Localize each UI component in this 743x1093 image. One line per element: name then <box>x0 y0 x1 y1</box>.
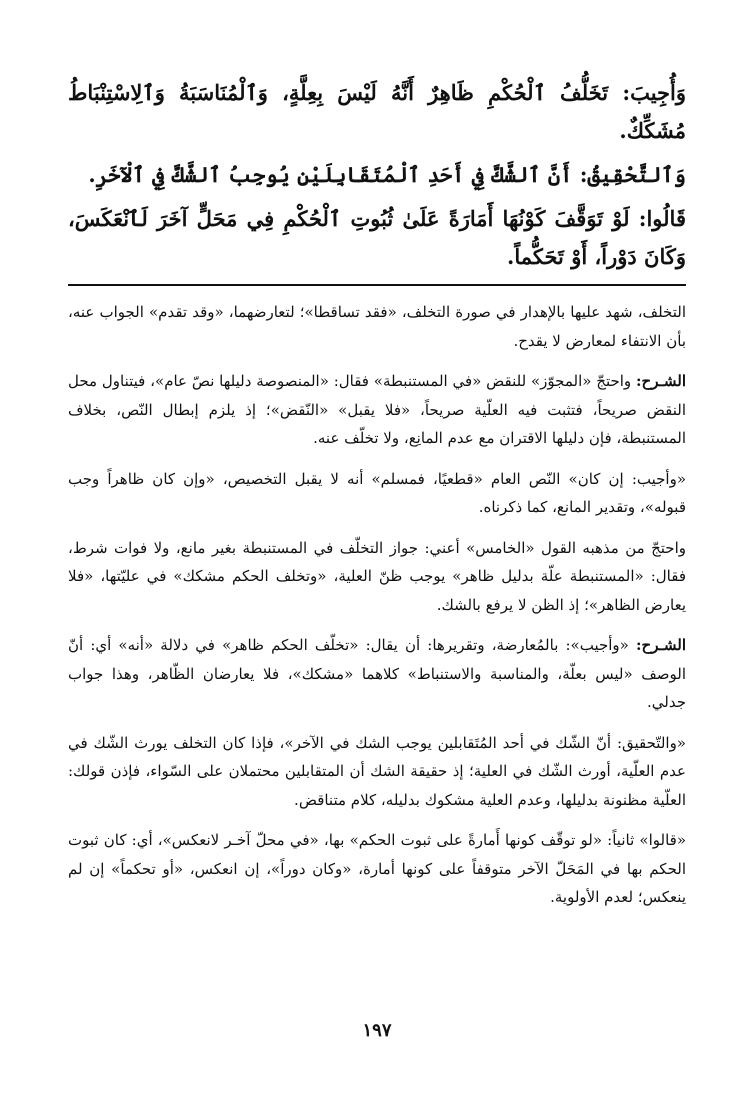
matn-paragraph: وَٱلتَّحْقِيقُ: أَنَّ ٱلشَّكَّ فِي أَحَدِ ٱلْمُتَقَابِلَيْنِ يُوجِبُ ٱلشَّكَّ فِي ٱلْآخَرِ. <box>88 162 686 187</box>
sharh-paragraph <box>68 465 686 522</box>
sharh-lead: الشـرح: <box>635 636 686 654</box>
sharh-paragraph <box>68 298 686 355</box>
sharh-lead: الشـرح: <box>635 372 686 390</box>
matn-section <box>68 74 686 282</box>
sharh-text: واحتجّ «المجوّز» للنقض «في المستنبطة» فقال: «المنصوصة دليلها نصّ عام»، فيتناول محل النقض صريحاً، فتثبت فيه العلّية صريحاً، «فلا يقبل» «النّقض»؛ إذ يلزم إبطال النّص، بخلاف المستنبطة، فإن دليلها الاقتران مع عدم المانِع، ولا تخلّف عنه. <box>68 372 686 447</box>
sharh-text: «قالوا» ثانياً: «لو توقّف كونها أَمارةً على ثبوت الحكم» بها، «في محلّ آخـر لانعكس»، أي: كان ثبوت الحكم بها في المَحَلّ الآخر متوقفاً على كونها أمارة، «وكان دوراً»، إن انعكس، «أو تحكماً» إن لم ينعكس؛ لعدم الأولوية. <box>68 831 686 906</box>
sharh-text: التخلف، شهد عليها بالإهدار في صورة التخلف، «فقد تساقطا»؛ لتعارضهما، «وقد تقدم» الجواب عنه، بأن الانتفاء لمعارض لا يقدح. <box>68 303 686 350</box>
section-divider <box>68 284 686 286</box>
sharh-paragraph <box>68 534 686 620</box>
sharh-paragraph <box>68 631 686 717</box>
page-number: ١٩٧ <box>362 1020 392 1041</box>
sharh-text: «والتّحقيق: أنّ الشّك في أحد المُتَقابلين يوجب الشك في الآخر»، فإذا كان التخلف يورث الشّك في عدم العلّية، أورث الشّك في العلية؛ إذ حقيقة الشك أن المتقابلين محتملان على السّواء، فإذن قولك: العلّية مظنونة بدليلها، وعدم العلية مشكوك بدليله، كلام متناقض. <box>68 733 686 809</box>
sharh-paragraph <box>68 826 686 912</box>
sharh-text: واحتجّ من مذهبه القول «الخامس» أعني: جواز التخلّف في المستنبطة بغير مانع، ولا فوات شرط، فقال: «المستنبطة علّة بدليل ظاهر» يوجب ظنّ العلية، «وتخلف الحكم مشكك» في عليّتها، «فلا يعارض الظاهر»؛ إذ الظن لا يرفع بالشك. <box>68 538 686 614</box>
matn-paragraph: قَالُوا: لَوْ تَوَقَّفَ كَوْنُهَا أَمَارَةً عَلَىٰ ثُبُوتِ ٱلْحُكْمِ فِي مَحَلٍّ آخَرَ لَٱنْعَكَسَ، وَكَانَ دَوْراً، أَوْ تَحَكُّماً. <box>68 206 686 269</box>
sharh-text: «وأجيب: إن كان» النّص العام «قطعيًا، فمسلم» أنه لا يقبل التخصيص، «وإن كان ظاهراً وجب قبوله»، وتقدير المانع، كما ذكرناه. <box>68 469 686 516</box>
matn-paragraph: وَأُجِيبَ: تَخَلُّفُ ٱلْحُكْمِ ظَاهِرٌ أَنَّهُ لَيْسَ بِعِلَّةٍ، وَٱلْمُنَاسَبَةُ وَٱلِاسْتِنْبَاطُ مُشَكِّكٌ. <box>68 80 686 143</box>
sharh-text: «وأجيب»: بالمُعارضة، وتقريرها: أن يقال: «تخلّف الحكم ظاهر» في دلالة «أنه» أي: أنّ الوصف «ليس بعلّة، والمناسبة والاستنباط» كلاهما «مشكك»، فلا يعارضان الظّاهر، وهذا جواب جدلي. <box>68 636 686 711</box>
book-page <box>68 0 686 1093</box>
sharh-paragraph <box>68 729 686 815</box>
sharh-section <box>68 298 686 924</box>
sharh-paragraph <box>68 367 686 453</box>
